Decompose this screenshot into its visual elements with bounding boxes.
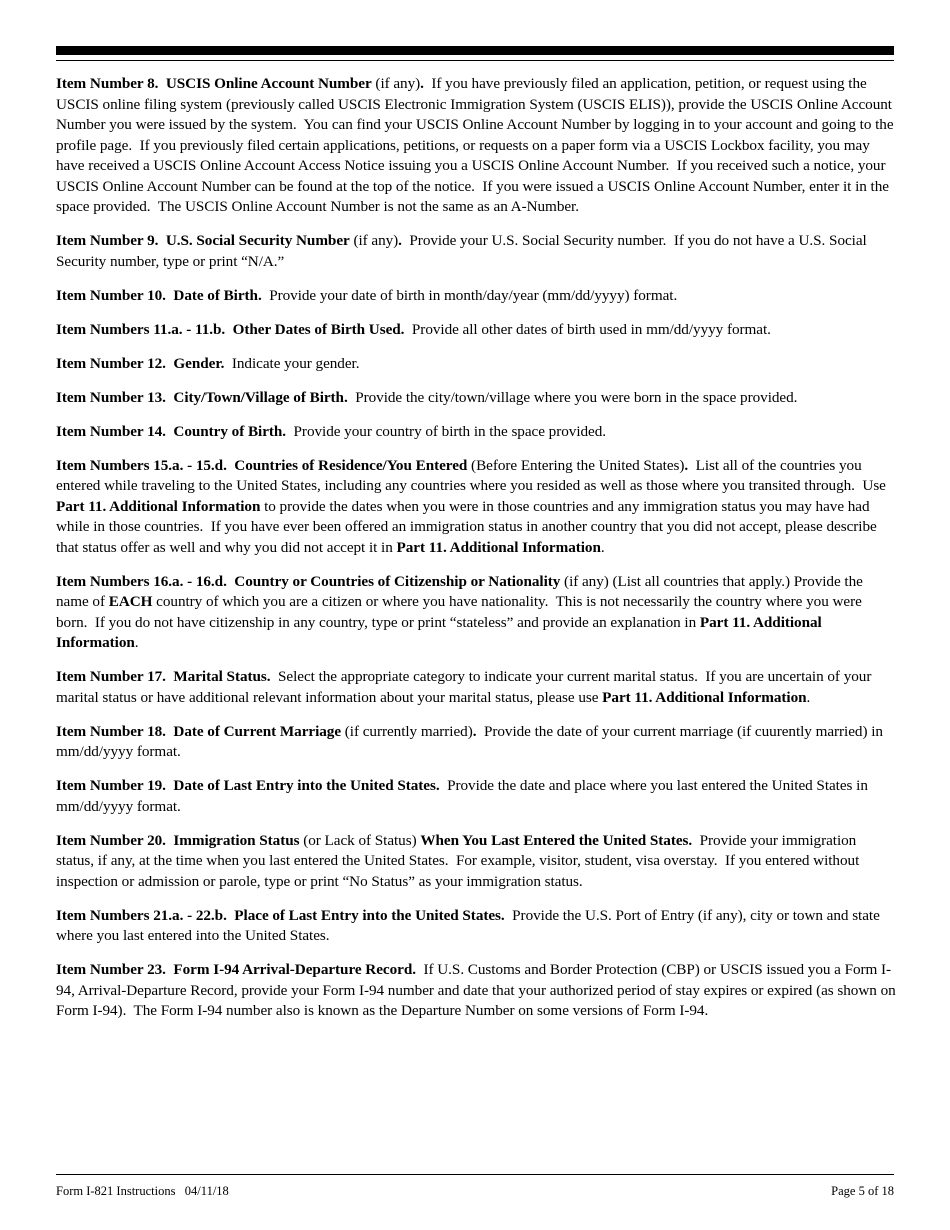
item-body-text: (if any) bbox=[349, 232, 399, 249]
item-heading-text: Item Number 9. U.S. Social Security Number bbox=[56, 232, 350, 249]
instruction-item bbox=[56, 960, 900, 1022]
item-heading-text: . bbox=[420, 75, 424, 92]
item-heading-text: Part 11. Additional Information bbox=[396, 538, 601, 556]
item-body-text: country of which you are a citizen or where you have nationality. This is not necessarily the country where you were born. If you do not have citizenship in any country, type or print “stateless” and provide an explanation in bbox=[56, 593, 866, 631]
item-heading-text: Item Number 19. Date of Last Entry into the United States. bbox=[56, 777, 440, 794]
footer-page-number: Page 5 of 18 bbox=[831, 1184, 894, 1198]
instruction-item bbox=[56, 74, 896, 218]
instruction-item bbox=[56, 572, 896, 654]
item-heading-text: Item Number 8. USCIS Online Account Number bbox=[56, 75, 372, 92]
item-body-text: (or Lack of Status) bbox=[299, 831, 421, 849]
header-rule-thin bbox=[56, 60, 894, 61]
item-heading-text: Item Number 17. Marital Status. bbox=[56, 668, 271, 685]
instruction-item bbox=[56, 776, 896, 817]
instruction-item bbox=[56, 456, 896, 559]
item-heading-text: Item Numbers 15.a. - 15.d. Countries of Residence/You Entered bbox=[56, 456, 468, 474]
item-heading-text: Item Numbers 11.a. - 11.b. Other Dates of Birth Used. bbox=[56, 320, 405, 338]
item-body-text: . bbox=[600, 538, 605, 556]
instruction-item bbox=[56, 667, 896, 708]
instruction-item bbox=[56, 354, 896, 375]
item-heading-text: Item Numbers 16.a. - 16.d. Country or Countries of Citizenship or Nationality bbox=[56, 572, 561, 590]
footer-rule bbox=[56, 1174, 894, 1175]
item-body-text: If you have previously filed an application, petition, or request using the USCIS online filing system (previously called USCIS Electronic Immigration System (USCIS ELIS)), provide the USCIS Online Account Number you were issued by the system. You can find your USCIS Online Account Number by logging in to your account and going to the profile page. If you previously filed certain applications, petitions, or requests on a paper form via a USCIS Lockbox facility, you may have received a USCIS Online Account Access Notice issuing you a USCIS Online Account Number. If you received such a notice, your USCIS Online Account Number can be found at the top of the notice. If you were issued a USCIS Online Account Number, enter it in the space provided. The USCIS Online Account Number is not the same as an A-Number. bbox=[56, 75, 898, 215]
item-heading-text: Item Number 10. Date of Birth. bbox=[56, 286, 262, 304]
item-heading-text: . bbox=[684, 456, 689, 474]
item-body-text: Provide your immigration status, if any, at the time when you last entered the United States. For example, visitor, student, visa overstay. If you entered without inspection or admission or parole, type or print “No Status” as your immigration status. bbox=[56, 831, 863, 890]
item-heading-text: Item Numbers 21.a. - 22.b. Place of Last Entry into the United States. bbox=[56, 906, 505, 924]
item-body-text: If U.S. Customs and Border Protection (CBP) or USCIS issued you a Form I-94, Arrival-Departure Record, provide your Form I-94 number and date that your authorized period of stay expires or expired (as shown on Form I-94). The Form I-94 number also is known as the Departure Number on some versions of Form I-94. bbox=[56, 961, 900, 1019]
item-body-text: (if any) bbox=[371, 75, 421, 92]
item-body-text: . bbox=[806, 688, 811, 706]
item-heading-text: Item Number 18. Date of Current Marriage bbox=[56, 722, 342, 740]
item-heading-text: Item Number 23. Form I-94 Arrival-Departure Record. bbox=[56, 961, 416, 978]
item-heading-text: Item Number 12. Gender. bbox=[56, 354, 225, 372]
item-body-text: List all of the countries you entered while traveling to the United States, including any countries where you resided as well as those where you transited through. Use bbox=[56, 456, 890, 494]
item-body-text: Provide the date and place where you last entered the United States in mm/dd/yyyy format. bbox=[56, 777, 872, 815]
item-body-text: (if any) (List all countries that apply.) Provide the name of bbox=[56, 572, 867, 610]
item-body-text: Provide the date of your current marriage (if cuurently married) in mm/dd/yyyy format. bbox=[56, 722, 887, 760]
item-heading-text: Item Number 20. Immigration Status bbox=[56, 831, 300, 849]
instructions-body bbox=[56, 74, 900, 1035]
instruction-item bbox=[56, 320, 896, 341]
item-body-text: . bbox=[134, 634, 139, 651]
instruction-item bbox=[56, 286, 896, 307]
item-heading-text: Item Number 13. City/Town/Village of Birth. bbox=[56, 388, 348, 406]
instruction-item bbox=[56, 722, 896, 763]
item-body-text: Provide your date of birth in month/day/year (mm/dd/yyyy) format. bbox=[261, 286, 678, 304]
item-body-text: Provide your U.S. Social Security number. If you do not have a U.S. Social Security number, type or print “N/A.” bbox=[56, 232, 871, 270]
item-body-text: Select the appropriate category to indicate your current marital status. If you are uncertain of your marital status or have additional relevant information about your marital status, please use bbox=[56, 668, 876, 706]
item-heading-text: When You Last Entered the United States. bbox=[420, 831, 693, 849]
instruction-item bbox=[56, 422, 896, 443]
item-heading-text: EACH bbox=[108, 593, 153, 610]
item-body-text: (Before Entering the United States) bbox=[467, 456, 685, 474]
item-heading-text: Part 11. Additional Information bbox=[56, 497, 261, 515]
item-heading-text: . bbox=[398, 232, 402, 249]
item-heading-text: Part 11. Additional Information bbox=[602, 688, 807, 706]
item-body-text: (if currently married) bbox=[341, 722, 473, 740]
header-rule-thick bbox=[56, 46, 894, 55]
footer-form-id: Form I-821 Instructions 04/11/18 bbox=[56, 1184, 229, 1198]
item-body-text: Indicate your gender. bbox=[224, 354, 360, 372]
instruction-item bbox=[56, 906, 896, 947]
item-body-text: Provide your country of birth in the space provided. bbox=[286, 422, 607, 440]
instruction-item bbox=[56, 831, 896, 893]
instruction-item bbox=[56, 388, 896, 409]
item-heading-text: Part 11. Additional Information bbox=[56, 613, 826, 651]
instruction-item bbox=[56, 231, 896, 272]
item-body-text: Provide all other dates of birth used in mm/dd/yyyy format. bbox=[404, 320, 771, 338]
item-body-text: Provide the U.S. Port of Entry (if any), city or town and state where you last entered into the United States. bbox=[56, 906, 884, 944]
item-body-text: Provide the city/town/village where you were born in the space provided. bbox=[347, 388, 798, 406]
item-heading-text: Item Number 14. Country of Birth. bbox=[56, 422, 287, 440]
item-heading-text: . bbox=[472, 722, 477, 740]
item-body-text: to provide the dates when you were in those countries and any immigration status you may have had while in those countries. If you have ever been offered an immigration status in another country that you did not accept, please describe that status offer as well and why you did not accept it in bbox=[56, 497, 881, 556]
